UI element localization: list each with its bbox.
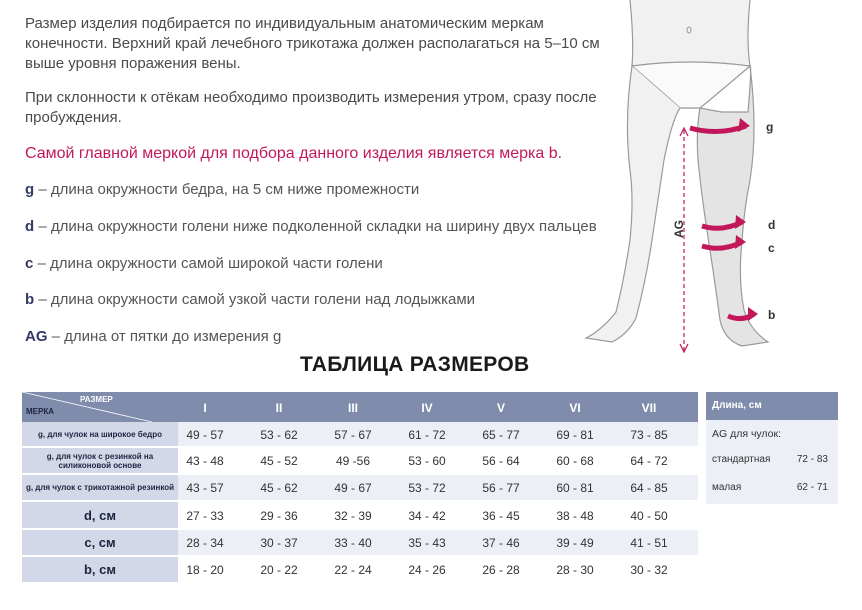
table-row <box>178 530 698 557</box>
table-cell: 65 - 77 <box>482 428 520 442</box>
length-row-label: малая <box>712 482 742 493</box>
measure-key: AG <box>25 328 48 345</box>
table-cell: 37 - 46 <box>482 536 520 550</box>
length-subheader: AG для чулок: <box>712 428 782 440</box>
measure-text: – длина окружности голени ниже подколенной складки на ширину двух пальцев <box>34 218 597 235</box>
leg-outline-icon <box>572 0 862 360</box>
label-ag: AG <box>672 220 686 238</box>
header-size: РАЗМЕР <box>80 395 113 404</box>
size-col: I <box>203 401 207 415</box>
table-cell: 53 - 72 <box>408 481 446 495</box>
size-col: IV <box>421 401 433 415</box>
table-cell: 27 - 33 <box>186 509 224 523</box>
table-cell: 45 - 62 <box>260 481 298 495</box>
table-row <box>178 422 698 448</box>
measure-text: – длина от пятки до измерения g <box>47 328 282 345</box>
table-cell: 29 - 36 <box>260 509 298 523</box>
table-cell: 20 - 22 <box>260 563 298 577</box>
length-table-header: Длина, см <box>706 392 838 420</box>
table-cell: 69 - 81 <box>556 428 594 442</box>
table-cell: 35 - 43 <box>408 536 446 550</box>
table-cell: 38 - 48 <box>556 509 594 523</box>
table-cell: 56 - 64 <box>482 454 520 468</box>
size-table-header <box>22 392 698 422</box>
table-cell: 57 - 67 <box>334 428 372 442</box>
table-row <box>178 557 698 584</box>
table-cell: 32 - 39 <box>334 509 372 523</box>
measure-c <box>25 255 383 272</box>
length-row-value: 62 - 71 <box>796 482 828 493</box>
table-cell: 28 - 34 <box>186 536 224 550</box>
table-cell: 34 - 42 <box>408 509 446 523</box>
measure-key: d <box>25 218 35 235</box>
table-cell: 60 - 68 <box>556 454 594 468</box>
table-cell: 45 - 52 <box>260 454 298 468</box>
size-table-title: ТАБЛИЦА РАЗМЕРОВ <box>300 353 530 376</box>
length-row-label: стандартная <box>712 454 771 465</box>
table-cell: 53 - 62 <box>260 428 298 442</box>
table-cell: 30 - 37 <box>260 536 298 550</box>
table-cell: 26 - 28 <box>482 563 520 577</box>
table-cell: 61 - 72 <box>408 428 446 442</box>
measure-text: – длина окружности самой широкой части голени <box>33 255 383 272</box>
table-cell: 49 - 67 <box>334 481 372 495</box>
length-table <box>706 392 838 504</box>
table-cell: 18 - 20 <box>186 563 224 577</box>
intro-paragraph-2: При склонности к отёкам необходимо производить измерения утром, сразу после пробуждения. <box>25 89 597 126</box>
measure-key: c <box>25 255 34 272</box>
row-label: b, см <box>22 557 178 584</box>
table-cell: 36 - 45 <box>482 509 520 523</box>
leg-illustration <box>572 0 862 360</box>
header-measure: МЕРКА <box>26 407 54 416</box>
measure-key: b <box>25 291 35 308</box>
size-col: III <box>347 401 358 415</box>
table-cell: 53 - 60 <box>408 454 446 468</box>
measure-b <box>25 291 475 308</box>
table-cell: 22 - 24 <box>334 563 372 577</box>
table-cell: 28 - 30 <box>556 563 594 577</box>
row-label: g, для чулок на широкое бедро <box>22 422 178 448</box>
table-cell: 64 - 72 <box>630 454 668 468</box>
table-row <box>178 475 698 502</box>
table-cell: 41 - 51 <box>630 536 668 550</box>
table-cell: 49 - 57 <box>186 428 224 442</box>
row-label: c, см <box>22 530 178 557</box>
table-cell: 30 - 32 <box>630 563 668 577</box>
row-label: g, для чулок с резинкой на силиконовой основе <box>22 448 178 475</box>
size-col: VI <box>569 401 581 415</box>
intro-paragraph-1: Размер изделия подбирается по индивидуальным анатомическим меркам конечности. Верхний край лечебного трикотажа должен располагаться на 5–10 см выше уровня поражения вены. <box>25 15 600 72</box>
table-cell: 60 - 81 <box>556 481 594 495</box>
row-label: d, см <box>22 502 178 530</box>
table-cell: 40 - 50 <box>630 509 668 523</box>
label-b: b <box>768 308 776 322</box>
label-g: g <box>766 120 774 134</box>
measure-d <box>25 218 597 235</box>
label-c: c <box>768 241 775 255</box>
measure-text: – длина окружности бедра, на 5 см ниже промежности <box>34 181 420 198</box>
table-cell: 64 - 85 <box>630 481 668 495</box>
size-col: II <box>275 401 283 415</box>
table-cell: 24 - 26 <box>408 563 446 577</box>
measure-g <box>25 181 419 198</box>
table-row <box>178 502 698 530</box>
table-cell: 73 - 85 <box>630 428 668 442</box>
table-cell: 43 - 48 <box>186 454 224 468</box>
length-row-value: 72 - 83 <box>796 454 828 465</box>
row-label: g, для чулок с трикотажной резинкой <box>22 475 178 502</box>
table-cell: 49 -56 <box>335 454 371 468</box>
main-measure-note: Самой главной меркой для подбора данного изделия является мерка b. <box>25 145 563 162</box>
measure-key: g <box>25 181 35 198</box>
size-table <box>22 392 698 584</box>
table-cell: 39 - 49 <box>556 536 594 550</box>
measure-text: – длина окружности самой узкой части голени над лодыжками <box>34 291 476 308</box>
size-col: VII <box>641 401 657 415</box>
table-cell: 56 - 77 <box>482 481 520 495</box>
table-cell: 33 - 40 <box>334 536 372 550</box>
table-row <box>178 448 698 475</box>
label-d: d <box>768 218 776 232</box>
table-cell: 43 - 57 <box>186 481 224 495</box>
size-col: V <box>496 401 505 415</box>
length-table-body <box>706 420 838 504</box>
measure-ag <box>25 328 281 345</box>
